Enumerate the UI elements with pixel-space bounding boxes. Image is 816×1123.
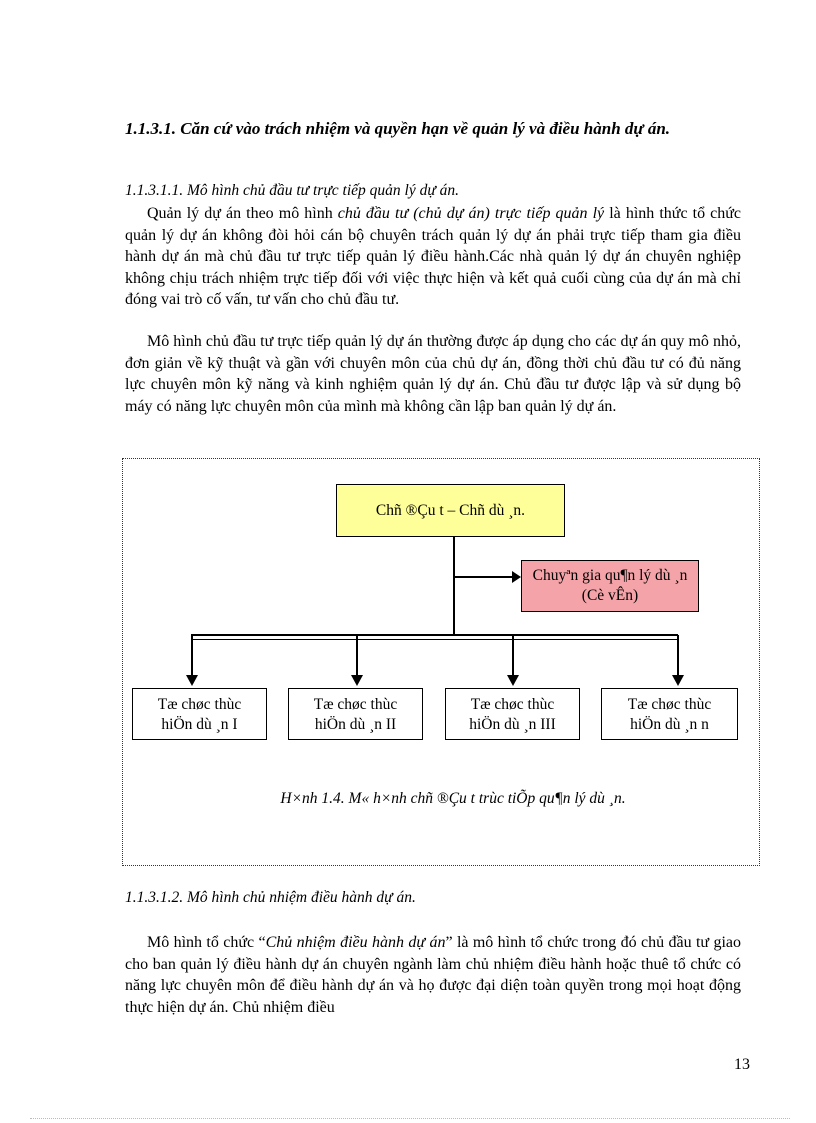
paragraph-3-text-b: ” là mô hình tổ chức trong đó chủ đầu tư giao cho ban quản lý điều hành dự án chuyên ngành làm chủ nhiệm điều hành hoặc thuê tổ chức có năng lực chuyên môn để điều hành dự án và họ được đại diện toàn quyền trong mọi hoạt động thực hiện dự án. Chủ nhiệm điều [125,934,742,1016]
arrow-down-icon [507,675,519,686]
paragraph-1-italic: chủ đầu tư (chủ dự án) trực tiếp quản lý [337,205,605,222]
exec-box-1: Tæ chøc thùc hiÖn dù ¸n I [132,688,267,740]
drop-line-2 [356,635,358,677]
paragraph-1-text-a: Quản lý dự án theo mô hình [147,205,338,222]
footer-divider [30,1118,790,1119]
owner-box: Chñ ®Çu t – Chñ dù ¸n. [336,484,565,537]
arrow-down-icon [186,675,198,686]
subsection-heading-1: 1.1.3.1.1. Mô hình chủ đầu tư trực tiếp quản lý dự án. [125,182,460,199]
bus-line-under [191,639,678,640]
exec-box-3: Tæ chøc thùc hiÖn dù ¸n III [445,688,580,740]
paragraph-3 [125,932,741,1018]
subsection-heading-2: 1.1.3.1.2. Mô hình chủ nhiệm điều hành dự án. [125,889,416,906]
paragraph-2: Mô hình chủ đầu tư trực tiếp quản lý dự án thường được áp dụng cho các dự án quy mô nhỏ, đơn giản về kỹ thuật và gần với chuyên môn của chủ dự án, đồng thời chủ đầu tư có đủ năng lực chuyên môn kỹ năng và kinh nghiệm quản lý dự án. Chủ đầu tư được lập và sử dụng bộ máy có năng lực chuyên môn của mình mà không cần lập ban quản lý dự án. [125,333,741,415]
paragraph-1 [125,203,741,311]
advisor-connector [454,576,514,578]
page-number: 13 [734,1056,750,1073]
paragraph-3-text-a: Mô hình tổ chức “ [147,934,266,951]
drop-line-1 [191,635,193,677]
drop-line-4 [677,635,679,677]
section-heading: 1.1.3.1. Căn cứ vào trách nhiệm và quyền hạn về quản lý và điều hành dự án. [125,119,671,138]
bus-line [191,634,678,636]
drop-line-3 [512,635,514,677]
exec-box-4: Tæ chøc thùc hiÖn dù ¸n n [601,688,738,740]
figure-caption: H×nh 1.4. M« h×nh chñ ®Çu t trùc tiÕp qu¶n lý dù ¸n. [280,790,626,807]
arrow-down-icon [351,675,363,686]
figure-frame [122,458,760,866]
paragraph-3-italic: Chủ nhiệm điều hành dự án [265,934,446,951]
arrow-right-icon [512,571,521,583]
advisor-box: Chuyªn gia qu¶n lý dù ¸n (Cè vÊn) [521,560,699,612]
trunk-line [453,537,455,636]
exec-box-2: Tæ chøc thùc hiÖn dù ¸n II [288,688,423,740]
arrow-down-icon [672,675,684,686]
paragraph-1-text-b: là hình thức tổ chức quản lý dự án không đòi hỏi cán bộ chuyên trách quản lý dự án phải trực tiếp tham gia điều hành dự án mà chủ đầu tư trực tiếp quản lý điều hành.Các nhà quản lý dự án chuyên nghiệp không chịu trách nhiệm trực tiếp đối với việc thực hiện và kết quả cuối cùng của dự án mà chỉ đóng vai trò cố vấn, tư vấn cho chủ đầu tư. [125,205,742,308]
